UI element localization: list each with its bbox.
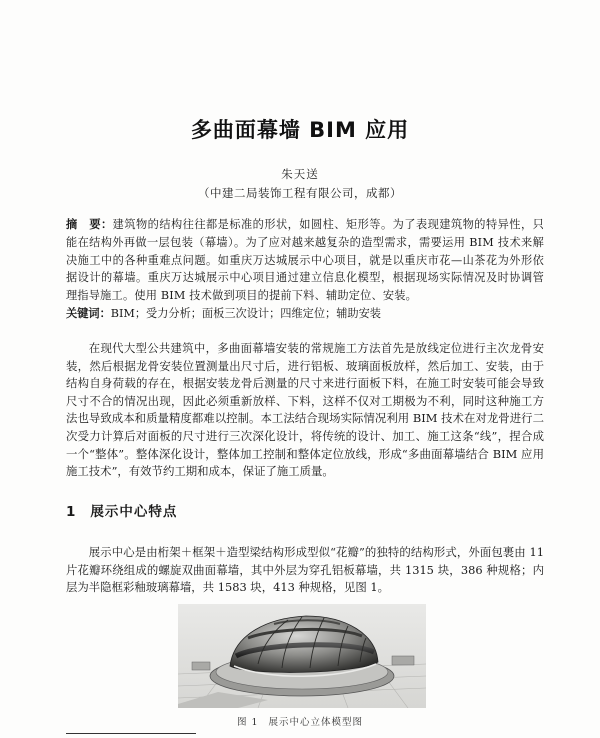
- keywords: [66, 305, 544, 323]
- exhibition-center-3d-model: [178, 604, 426, 708]
- abstract: [66, 216, 544, 305]
- section-title: 展示中心特点: [90, 504, 178, 520]
- figure-caption-text: 展示中心立体模型图: [268, 717, 364, 728]
- intro-paragraph: 在现代大型公共建筑中，多曲面幕墙安装的常规施工方法首先是放线定位进行主次龙骨安装，然后根据龙骨安装位置测量出尺寸后，进行铝板、玻璃面板放样，然后加工、安装，由于结构自身荷载的存在，根据安装龙骨后测量的尺寸来进行面板下料，在施工时安装可能会导致尺寸不合的情况出现，因此必须重新放样、下料，这样不仅对工期极为不利，同时这种施工方法也导致成本和质量精度都难以控制。本工法结合现场实际情况利用 BIM 技术在对龙骨进行二次受力计算后对面板的尺寸进行三次深化设计，将传统的设计、加工、施工这条“线”，捏合成一个“整体”。整体深化设计，整体加工控制和整体定位放线，形成“多曲面幕墙结合 BIM 应用施工技术”，有效节约工期和成本，保证了施工质量。: [66, 341, 544, 479]
- keywords-text: BIM；受力分析；面板三次设计；四维定位；辅助安装: [110, 307, 381, 320]
- figure-caption: [0, 714, 600, 728]
- abstract-text: 建筑物的结构往往都是标准的形状，如圆柱、矩形等。为了表现建筑物的特异性，只能在结构外再做一层包装（幕墙）。为了应对越来越复杂的造型需求，需要运用 BIM 技术来解决施工中的各种重难点问题。如重庆万达城展示中心项目，就是以重庆市花—山茶花为外形依据设计的幕墙。重庆万达城展示中心项目通过建立信息化模型，根据现场实际情况及时协调管理指导施工。使用 BIM 技术做到项目的提前下料、辅助定位、安装。: [66, 218, 544, 303]
- keywords-label: 关键词：: [66, 307, 111, 320]
- section-paragraph: 展示中心是由桁架＋框架＋造型梁结构形成型似“花瓣”的独特的结构形式，外面包裹由 11 片花瓣环绕组成的螺旋双曲面幕墙，其中外层为穿孔铝板幕墙，共 1315 块，386 种规格；内层为半隐框彩釉玻璃幕墙，共 1583 块，413 种规格，见图 1。: [66, 545, 544, 595]
- author-name: 朱天送: [281, 167, 319, 181]
- paper-title: 多曲面幕墙 BIM 应用: [190, 118, 410, 142]
- footnote-divider: [66, 733, 196, 734]
- author-affiliation: （中建二局装饰工程有限公司，成都）: [198, 186, 402, 200]
- abstract-label: 摘 要：: [66, 218, 113, 231]
- section-number: 1: [66, 504, 77, 520]
- figure-1-model-image: [178, 604, 426, 708]
- figure-number: 图 1: [236, 717, 259, 728]
- section-heading: [66, 500, 177, 520]
